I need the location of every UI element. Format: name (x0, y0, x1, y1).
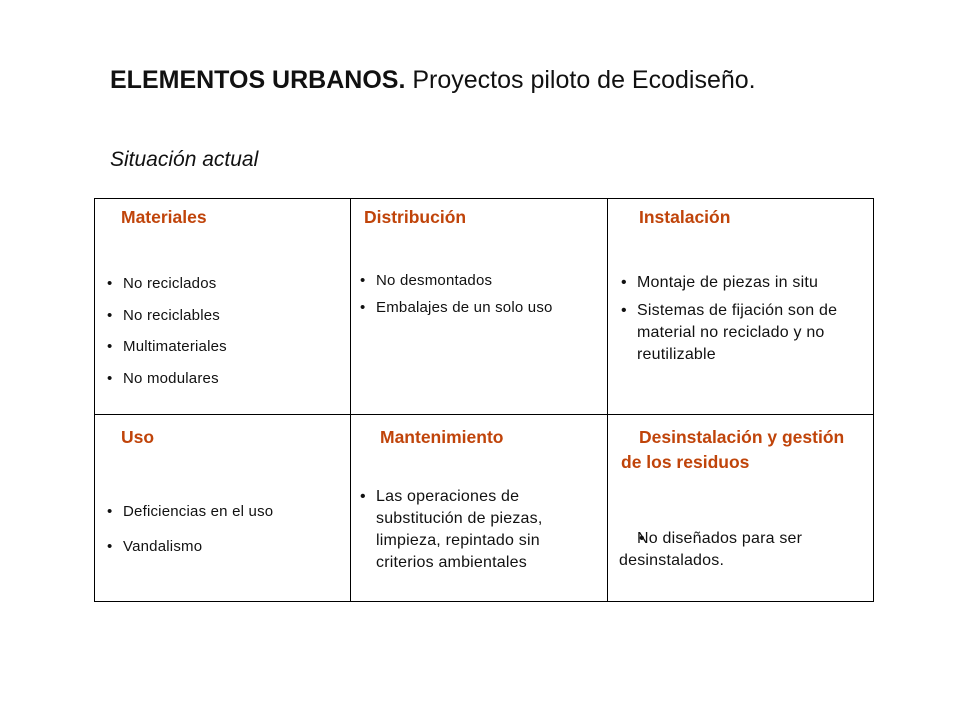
cell-heading-desinstalacion: Desinstalación y gestión de los residuos (621, 427, 845, 473)
list-item: • No diseñados para ser desinstalados. (619, 528, 855, 572)
cell-heading-materiales: Materiales (121, 207, 207, 227)
table-cell-uso (95, 425, 350, 557)
slide-title-rest: Proyectos piloto de Ecodiseño. (412, 66, 756, 94)
table-cell-distribucion (350, 205, 607, 318)
slide-subtitle: Situación actual (110, 148, 259, 171)
list-item: • Las operaciones de substitución de piezas, limpieza, repintado sin criterios ambientales (358, 486, 591, 573)
list-item: • Deficiencias en el uso (105, 502, 340, 522)
cell-heading-mantenimiento: Mantenimiento (380, 427, 504, 447)
cell-list-distribucion (358, 271, 583, 318)
list-item: • Sistemas de fijación son de material no reciclado y no reutilizable (619, 300, 859, 365)
cell-list-mantenimiento (358, 486, 591, 573)
slide-title-bold: ELEMENTOS URBANOS. (110, 66, 406, 94)
cell-list-materiales (105, 274, 340, 389)
slide-title (110, 64, 756, 97)
list-item: • No modulares (105, 369, 340, 389)
cell-heading-uso: Uso (121, 427, 155, 447)
cell-heading-instalacion: Instalación (639, 207, 731, 227)
table-cell-mantenimiento (350, 425, 607, 573)
table-cell-instalacion (607, 205, 873, 365)
table-row-divider (95, 414, 873, 415)
cell-list-desinstalacion (619, 528, 855, 572)
list-item: • Montaje de piezas in situ (619, 272, 859, 294)
list-item: • No desmontados (358, 271, 583, 291)
cell-heading-distribucion: Distribución (364, 207, 467, 227)
cell-list-instalacion (619, 272, 859, 365)
cell-list-uso (105, 502, 340, 557)
situation-table (94, 198, 874, 602)
list-item: • No reciclados (105, 274, 340, 294)
list-item: • No reciclables (105, 306, 340, 326)
list-item: • Vandalismo (105, 537, 340, 557)
table-cell-materiales (95, 205, 350, 389)
table-cell-desinstalacion (607, 425, 873, 571)
list-item: • Multimateriales (105, 337, 340, 357)
list-item: • Embalajes de un solo uso (358, 298, 583, 318)
